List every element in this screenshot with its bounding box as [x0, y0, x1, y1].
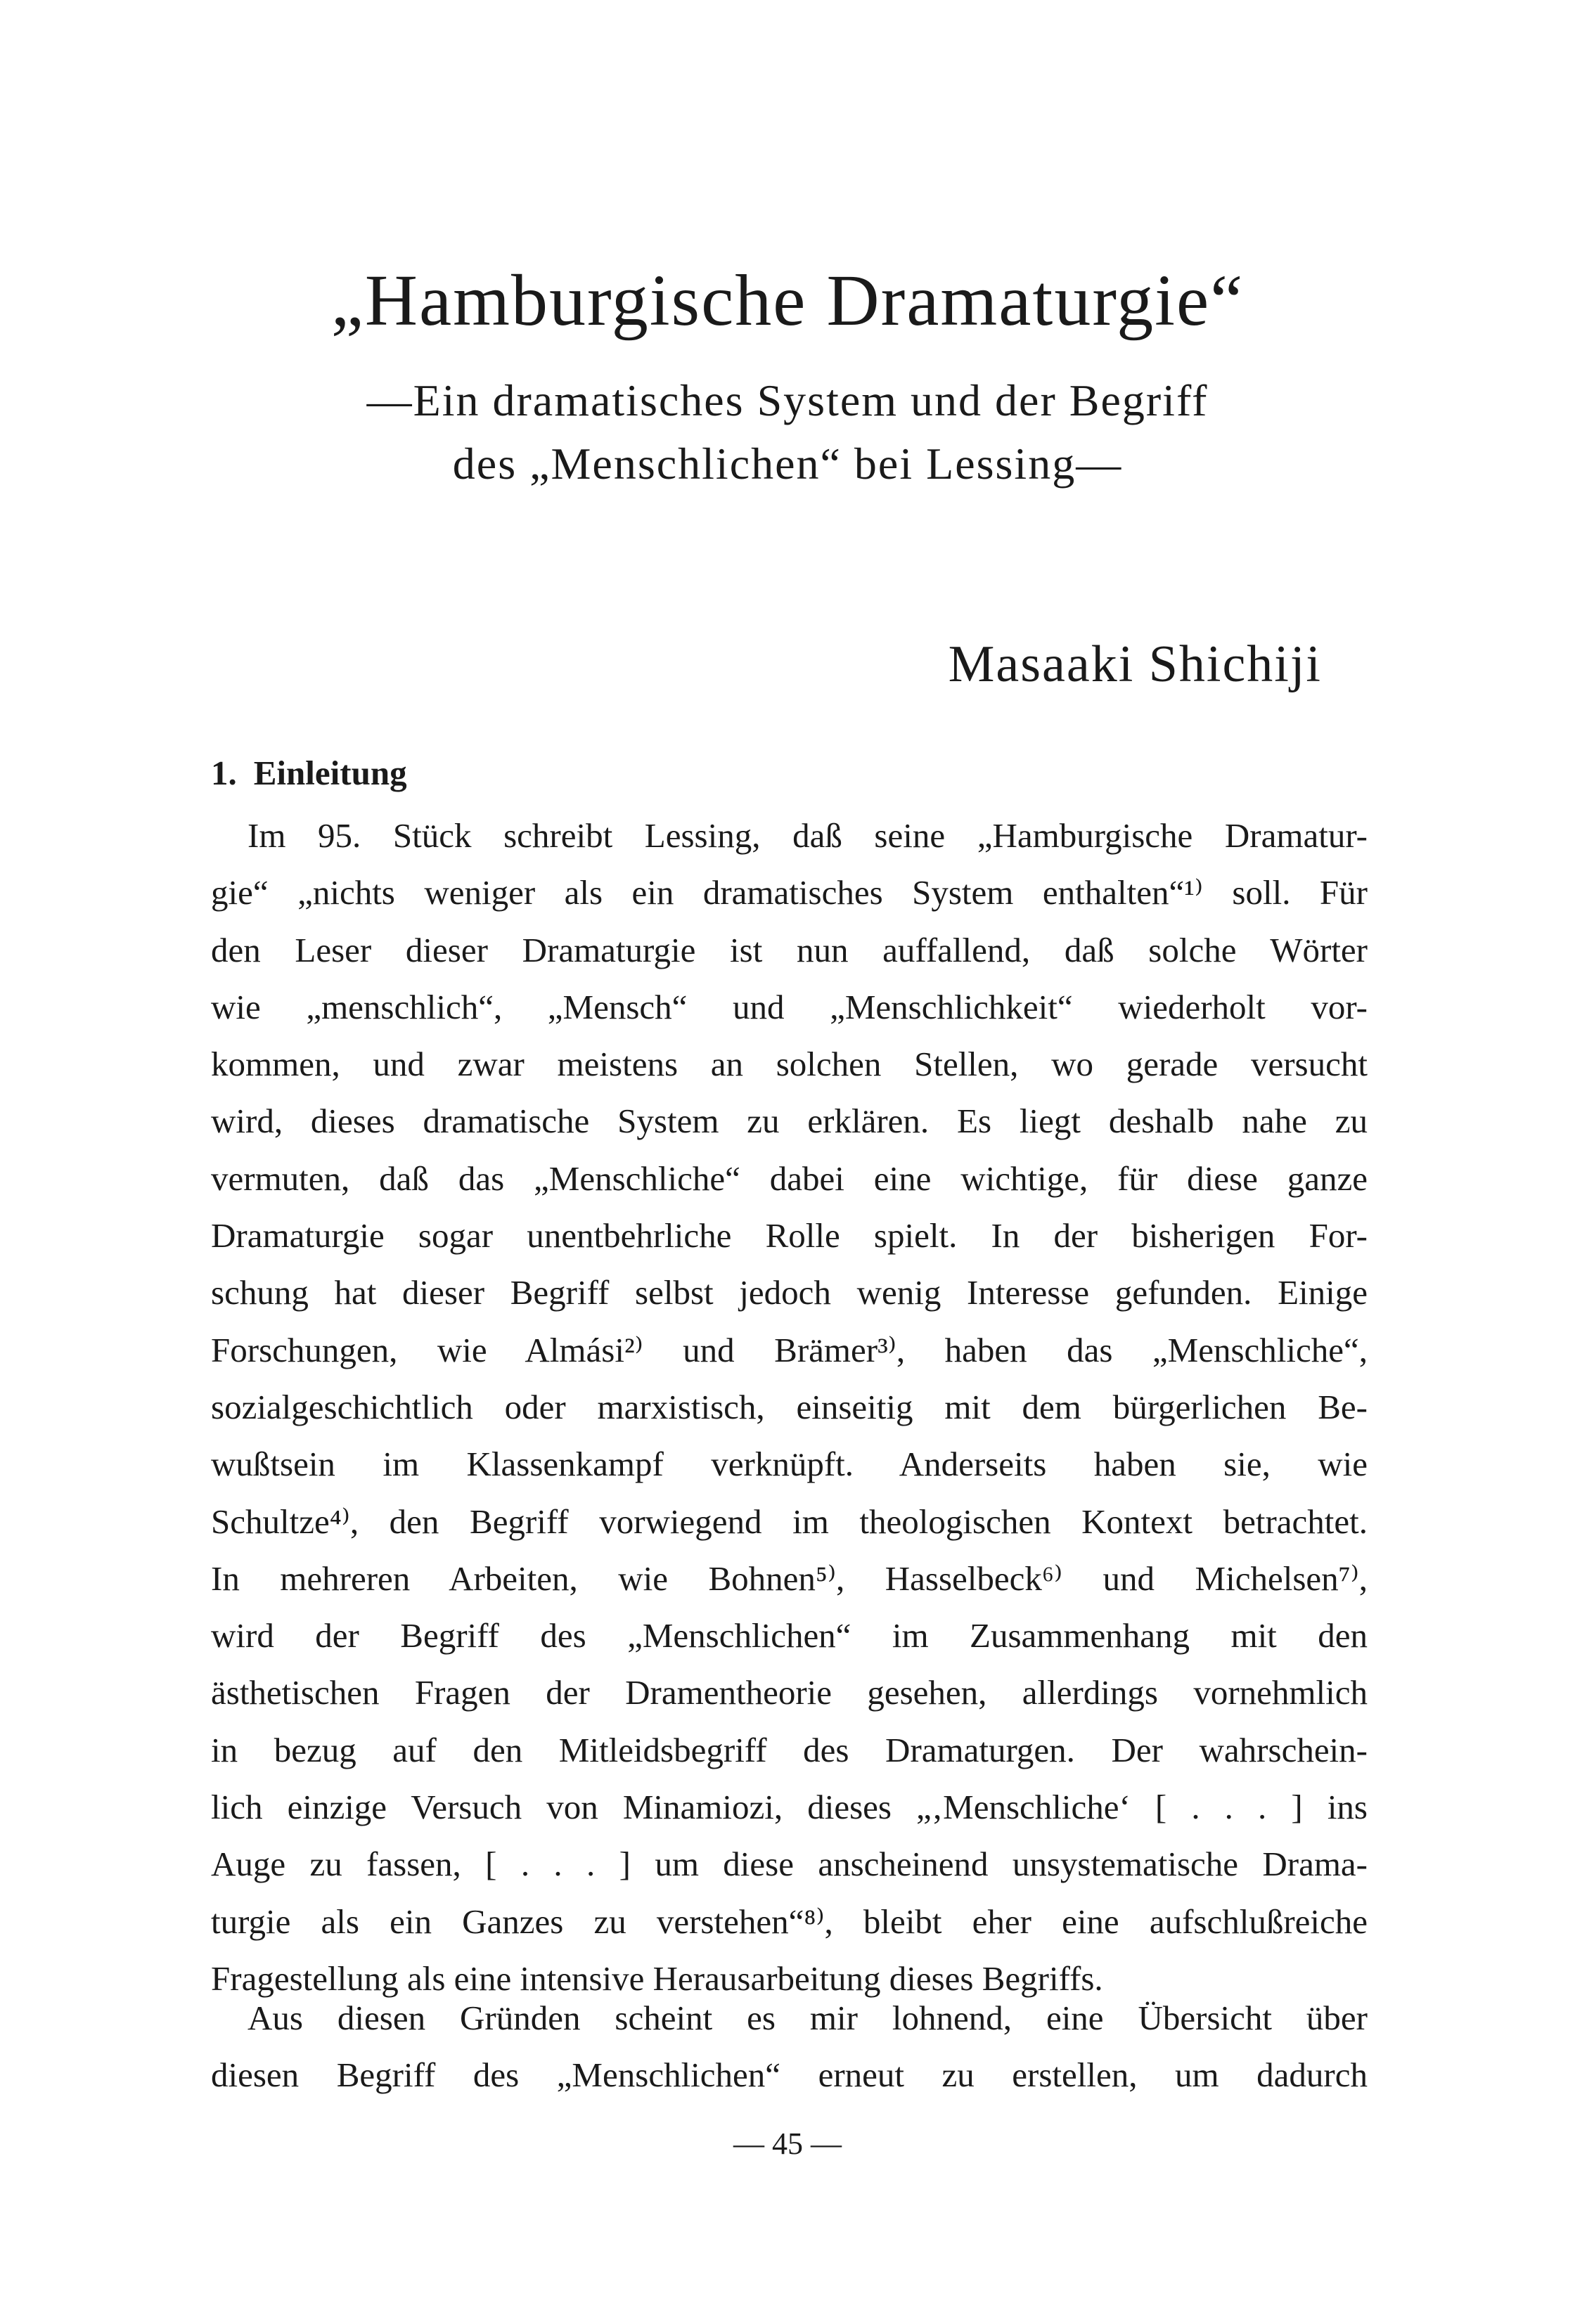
- text-line: Im 95. Stück schreibt Lessing, daß seine „Hamburgische Dramatur-: [248, 816, 1368, 855]
- text-line: wußtsein im Klassenkampf verknüpft. Anderseits haben sie, wie: [211, 1445, 1368, 1484]
- section-number: 1.: [211, 754, 237, 792]
- paragraph-1: [211, 807, 1368, 2007]
- text-line: diesen Begriff des „Menschlichen“ erneut zu erstellen, um dadurch: [211, 2055, 1368, 2095]
- page-number: — 45 —: [733, 2126, 842, 2161]
- text-line: wird der Begriff des „Menschlichen“ im Zusammenhang mit den: [211, 1616, 1368, 1655]
- text-line: vermuten, daß das „Menschliche“ dabei eine wichtige, für diese ganze: [211, 1158, 1368, 1198]
- text-line: schung hat dieser Begriff selbst jedoch wenig Interesse gefunden. Einige: [211, 1273, 1368, 1312]
- paragraph-2: [211, 1989, 1368, 2104]
- text-line: Dramaturgie sogar unentbehrliche Rolle spielt. In der bisherigen For-: [211, 1216, 1368, 1255]
- text-line: ästhetischen Fragen der Dramentheorie gesehen, allerdings vornehmlich: [211, 1673, 1368, 1712]
- text-line: Fragestellung als eine intensive Herausarbeitung dieses Begriffs.: [211, 1958, 1103, 1998]
- text-line: Auge zu fassen, [ . . . ] um diese anscheinend unsystematische Drama-: [211, 1845, 1368, 1884]
- text-line: sozialgeschichtlich oder marxistisch, einseitig mit dem bürgerlichen Be-: [211, 1387, 1368, 1426]
- author-name: Masaaki Shichiji: [948, 635, 1322, 693]
- article-title: „Hamburgische Dramaturgie“: [330, 260, 1245, 341]
- text-line: wird, dieses dramatische System zu erklären. Es liegt deshalb nahe zu: [211, 1102, 1368, 1141]
- text-line: gie“ „nichts weniger als ein dramatisches System enthalten“¹⁾ soll. Für: [211, 873, 1368, 912]
- section-heading: [211, 751, 407, 796]
- text-line: Schultze⁴⁾, den Begriff vorwiegend im theologischen Kontext betrachtet.: [211, 1502, 1368, 1541]
- text-line: den Leser dieser Dramaturgie ist nun auffallend, daß solche Wörter: [211, 930, 1368, 969]
- text-line: wie „menschlich“, „Mensch“ und „Menschlichkeit“ wiederholt vor-: [211, 987, 1368, 1026]
- section-title: Einleitung: [253, 754, 407, 792]
- text-line: In mehreren Arbeiten, wie Bohnen⁵⁾, Hasselbeck⁶⁾ und Michelsen⁷⁾,: [211, 1558, 1368, 1598]
- text-line: kommen, und zwar meistens an solchen Stellen, wo gerade versucht: [211, 1045, 1368, 1084]
- article-subtitle-line-2: des „Menschlichen“ bei Lessing—: [452, 439, 1123, 489]
- text-line: Aus diesen Gründen scheint es mir lohnend, eine Übersicht über: [248, 1999, 1368, 2037]
- text-line: in bezug auf den Mitleidsbegriff des Dramaturgen. Der wahrschein-: [211, 1730, 1368, 1769]
- text-line: lich einzige Versuch von Minamiozi, dieses „‚Menschliche‘ [ . . . ] ins: [211, 1788, 1368, 1827]
- text-line: Forschungen, wie Almási²⁾ und Brämer³⁾, haben das „Menschliche“,: [211, 1330, 1368, 1369]
- text-line: turgie als ein Ganzes zu verstehen“⁸⁾, bleibt eher eine aufschlußreiche: [211, 1902, 1368, 1941]
- article-subtitle-line-1: —Ein dramatisches System und der Begriff: [366, 375, 1209, 425]
